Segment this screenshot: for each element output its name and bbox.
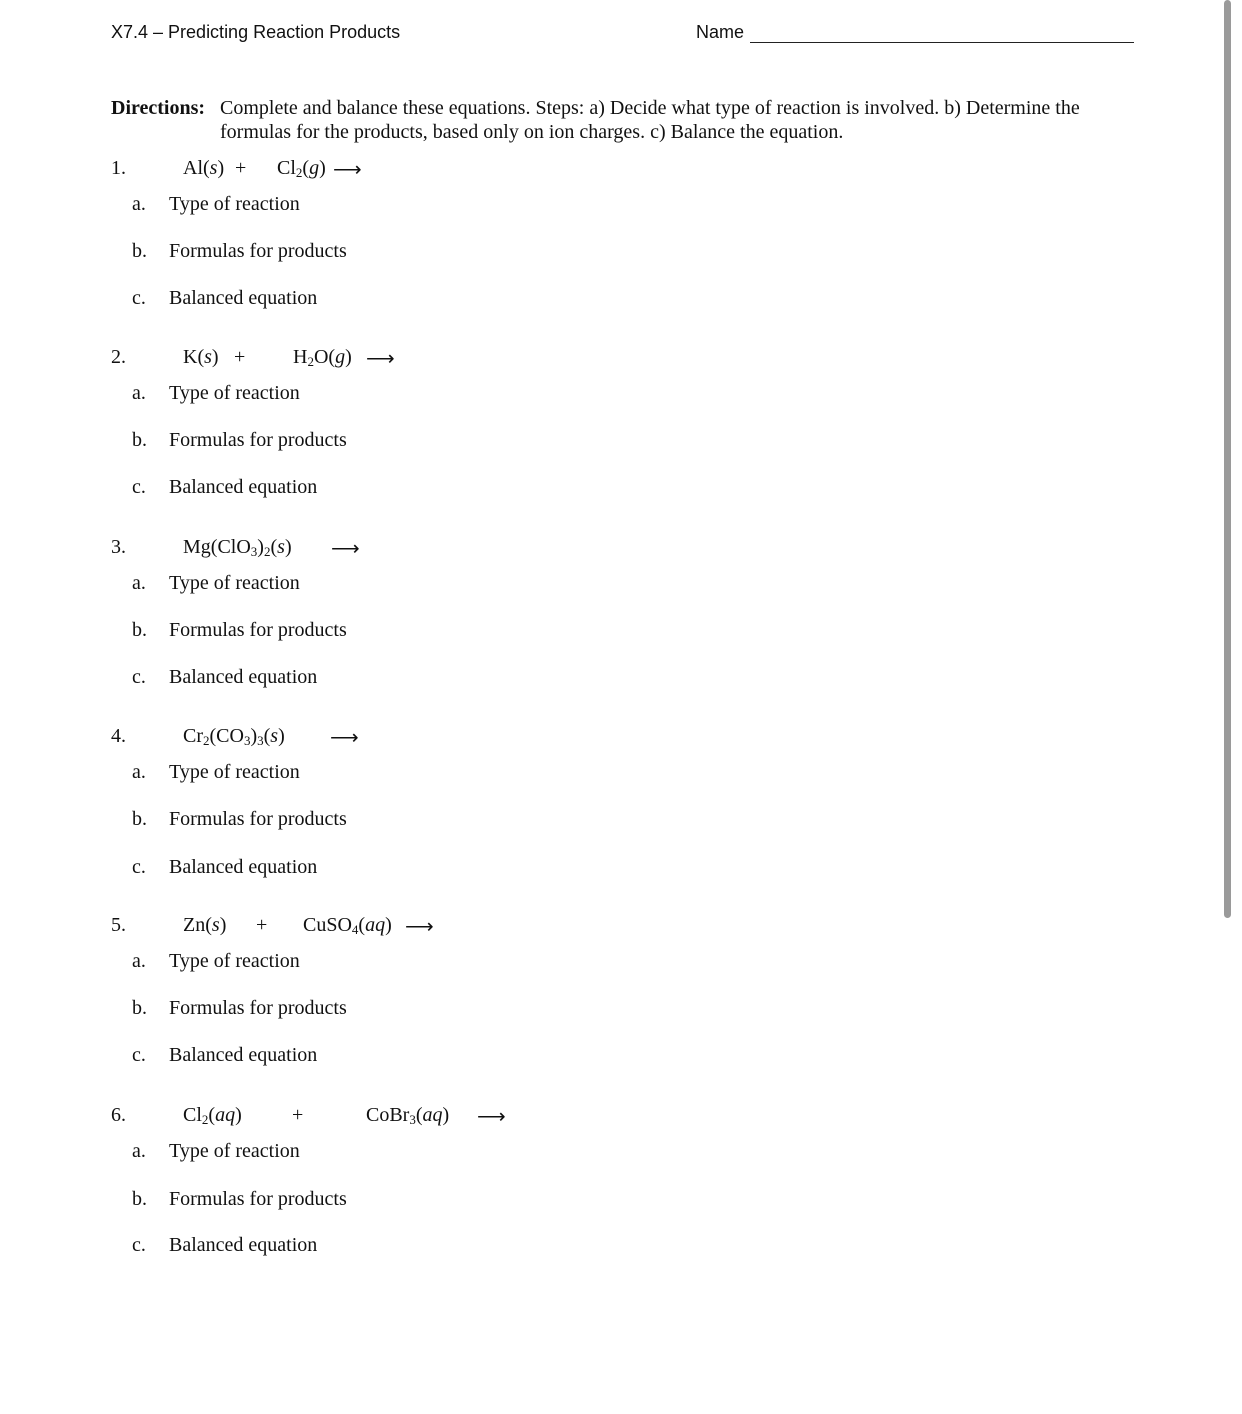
step-label: Type of reaction [169, 950, 300, 972]
step-label: Type of reaction [169, 761, 300, 783]
reactant-1: Zn(s) [183, 914, 227, 936]
step-letter: a. [132, 761, 146, 783]
step-letter: a. [132, 1140, 146, 1162]
step-letter: c. [132, 1044, 146, 1066]
step-label: Type of reaction [169, 382, 300, 404]
problem-1 [0, 157, 1200, 337]
step-letter: b. [132, 429, 147, 451]
reactant-1: $Cr_2(CO_3)_3(s)$ [183, 725, 285, 748]
problem-number: 4. [111, 725, 126, 747]
step-label: Balanced equation [169, 476, 318, 498]
directions-text: Complete and balance these equations. Steps: a) Decide what type of reaction is involved. b) Determine the formulas for the products, based only on ion charges. c) Balance the equation. [220, 97, 1080, 143]
step-label: Formulas for products [169, 808, 347, 830]
step-label: Balanced equation [169, 287, 318, 309]
reactant-1: K(s) [183, 346, 219, 368]
vertical-scrollbar[interactable] [1224, 0, 1231, 918]
problem-number: 2. [111, 346, 126, 368]
step-label: Type of reaction [169, 572, 300, 594]
name-field[interactable] [696, 22, 1134, 43]
step-letter: c. [132, 1234, 146, 1256]
problem-5 [0, 914, 1200, 1094]
problem-4 [0, 725, 1200, 905]
reactant-2: CoBr$_3$(aq) [366, 1104, 450, 1127]
reactant-1: $Mg(ClO_3)_2(s)$ [183, 536, 292, 559]
step-label: Balanced equation [169, 666, 318, 688]
reaction-arrow: ⟶ [477, 1106, 506, 1128]
step-letter: b. [132, 997, 147, 1019]
reaction-arrow: ⟶ [331, 538, 360, 560]
problem-3 [0, 536, 1200, 716]
name-line[interactable] [750, 22, 1134, 43]
step-letter: b. [132, 619, 147, 641]
reaction-arrow: ⟶ [333, 159, 362, 181]
step-letter: a. [132, 193, 146, 215]
step-letter: b. [132, 808, 147, 830]
reactant-2: $Cl_2(g)$ [277, 157, 326, 180]
step-letter: c. [132, 666, 146, 688]
reactant-2: $H_2O(g)$ [293, 346, 352, 369]
plus-sign: + [235, 157, 247, 179]
problem-6 [0, 1104, 1200, 1284]
reaction-arrow: ⟶ [366, 348, 395, 370]
problem-number: 5. [111, 914, 126, 936]
step-label: Balanced equation [169, 1044, 318, 1066]
plus-sign: + [234, 346, 246, 368]
directions-label: Directions: [111, 97, 206, 119]
worksheet-title: X7.4 – Predicting Reaction Products [111, 22, 401, 42]
step-label: Balanced equation [169, 856, 318, 878]
step-letter: c. [132, 856, 146, 878]
step-label: Type of reaction [169, 1140, 300, 1162]
reactant-1: $Cl_2(aq)$ [183, 1104, 242, 1127]
reactant-1: Al(s) [183, 157, 225, 179]
step-letter: c. [132, 287, 146, 309]
step-letter: b. [132, 1188, 147, 1210]
step-label: Formulas for products [169, 619, 347, 641]
problem-number: 3. [111, 536, 126, 558]
plus-sign: + [292, 1104, 304, 1126]
step-letter: c. [132, 476, 146, 498]
problem-number: 1. [111, 157, 126, 179]
step-letter: b. [132, 240, 147, 262]
step-letter: a. [132, 382, 146, 404]
step-letter: a. [132, 572, 146, 594]
step-letter: a. [132, 950, 146, 972]
problem-number: 6. [111, 1104, 126, 1126]
reaction-arrow: ⟶ [405, 916, 434, 938]
step-label: Formulas for products [169, 997, 347, 1019]
step-label: Balanced equation [169, 1234, 318, 1256]
step-label: Formulas for products [169, 1188, 347, 1210]
reactant-2: CuSO$_4$(aq) [303, 914, 392, 937]
reaction-arrow: ⟶ [330, 727, 359, 749]
step-label: Formulas for products [169, 429, 347, 451]
problem-2 [0, 346, 1200, 526]
directions [111, 96, 1121, 144]
name-label: Name [696, 22, 745, 42]
step-label: Formulas for products [169, 240, 347, 262]
plus-sign: + [256, 914, 268, 936]
step-label: Type of reaction [169, 193, 300, 215]
